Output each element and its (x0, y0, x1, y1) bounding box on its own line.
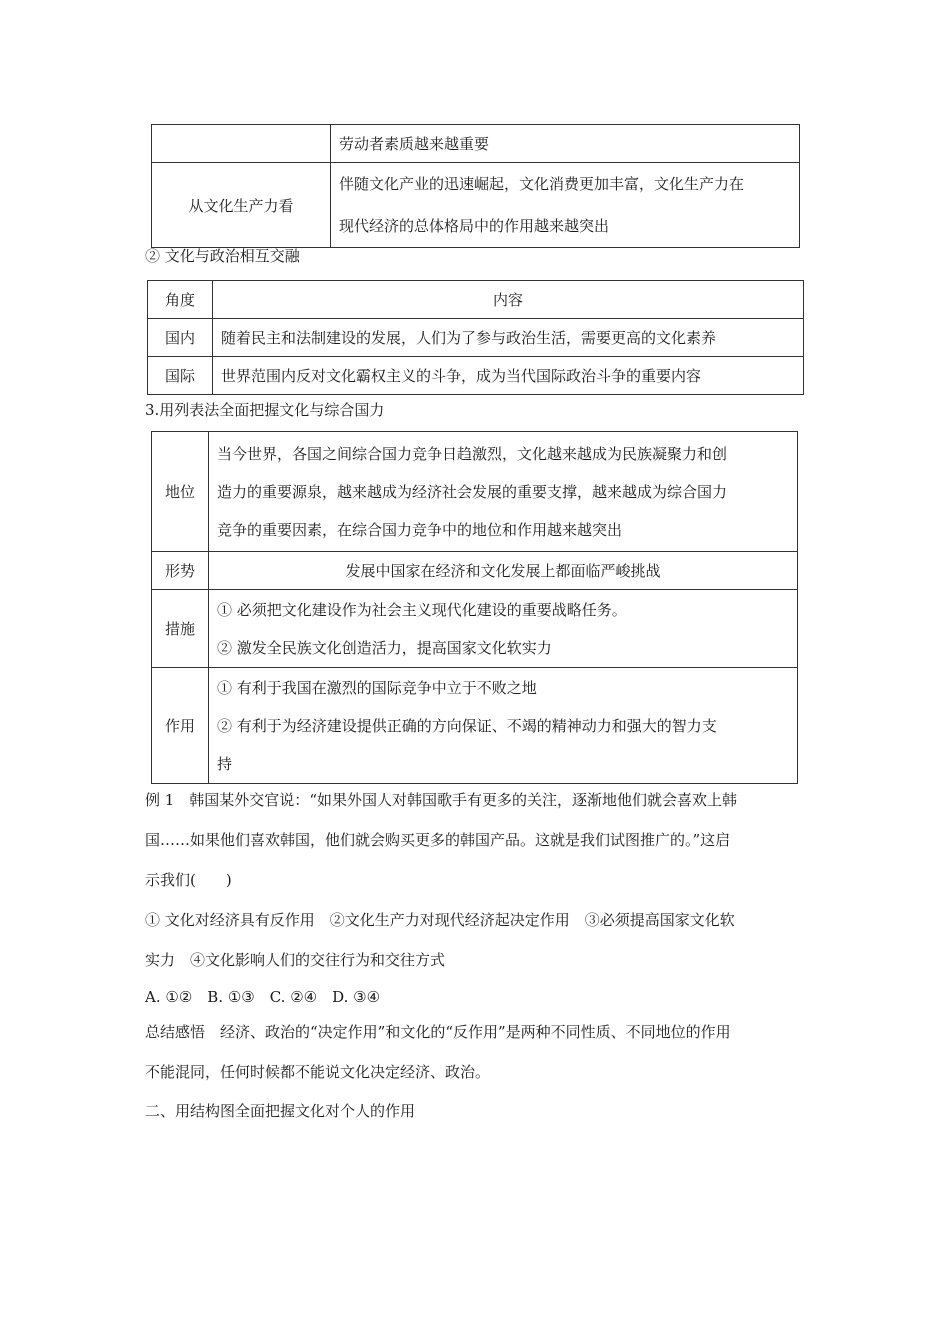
table-cell: 随着民主和法制建设的发展，人们为了参与政治生活，需要更高的文化素养 (213, 319, 804, 357)
table-cell (209, 668, 798, 784)
table-cell-label: 国际 (148, 357, 213, 395)
table-header-cell: 角度 (148, 281, 213, 319)
text-line: ① 文化对经济具有反作用 ②文化生产力对现代经济起决定作用 ③必须提高国家文化软 (145, 911, 735, 929)
table-cell-label: 措施 (152, 590, 209, 668)
text-line: 国……如果他们喜欢韩国，他们就会购买更多的韩国产品。这就是我们试图推广的。”这启 (145, 831, 731, 849)
table-cell-empty (152, 125, 331, 163)
text-line: 例 1 韩国某外交官说：“如果外国人对韩国歌手有更多的关注，逐渐地他们就会喜欢上韩 (145, 791, 737, 809)
table-cell-label: 从文化生产力看 (152, 163, 331, 248)
cell-line: ② 激发全民族文化创造活力，提高国家文化软实力 (217, 638, 552, 657)
text-line: 不能混同，任何时候都不能说文化决定经济、政治。 (145, 1063, 491, 1081)
cell-line: 持 (217, 754, 233, 773)
cell-line: ② 有利于为经济建设提供正确的方向保证、不竭的精神动力和强大的智力支 (217, 716, 717, 735)
answer-options: A. ①② B. ①③ C. ②④ D. ③④ (145, 988, 381, 1006)
table-cell (331, 163, 800, 248)
table-cell: 发展中国家在经济和文化发展上都面临严峻挑战 (209, 552, 798, 590)
cell-line: 造力的重要源泉，越来越成为经济社会发展的重要支撑，越来越成为综合国力 (217, 482, 728, 501)
text-line: 总结感悟 经济、政治的“决定作用”和文化的“反作用”是两种不同性质、不同地位的作用 (145, 1023, 731, 1041)
table-cell-label: 地位 (152, 432, 209, 552)
table-cell: 劳动者素质越来越重要 (331, 125, 800, 163)
table-cell: 世界范围内反对文化霸权主义的斗争，成为当代国际政治斗争的重要内容 (213, 357, 804, 395)
table-header-cell: 内容 (213, 281, 804, 319)
table-cell-label: 作用 (152, 668, 209, 784)
text-line: 示我们( ) (145, 871, 232, 889)
section-heading: 3.用列表法全面把握文化与综合国力 (145, 401, 385, 419)
culture-productivity-table (151, 124, 800, 248)
culture-national-power-table (151, 431, 798, 784)
table-cell (209, 590, 798, 668)
section-heading: 二、用结构图全面把握文化对个人的作用 (145, 1102, 416, 1120)
cell-line: 现代经济的总体格局中的作用越来越突出 (339, 217, 610, 235)
cell-line: 伴随文化产业的迅速崛起，文化消费更加丰富，文化生产力在 (339, 175, 745, 193)
table-cell-label: 国内 (148, 319, 213, 357)
example-question (145, 780, 810, 900)
text-line: 实力 ④文化影响人们的交往行为和交往方式 (145, 951, 446, 969)
cell-line: ① 必须把文化建设作为社会主义现代化建设的重要战略任务。 (217, 600, 627, 619)
summary-reflection (145, 1012, 810, 1092)
cell-line: 竞争的重要因素，在综合国力竞争中的地位和作用越来越突出 (217, 520, 623, 539)
example-statements (145, 900, 810, 980)
table-cell-label: 形势 (152, 552, 209, 590)
culture-politics-table (147, 280, 804, 395)
cell-line: 当今世界，各国之间综合国力竞争日趋激烈，文化越来越成为民族凝聚力和创 (217, 444, 728, 463)
cell-line: ① 有利于我国在激烈的国际竞争中立于不败之地 (217, 678, 537, 697)
table-cell (209, 432, 798, 552)
section-heading: ② 文化与政治相互交融 (145, 247, 300, 265)
